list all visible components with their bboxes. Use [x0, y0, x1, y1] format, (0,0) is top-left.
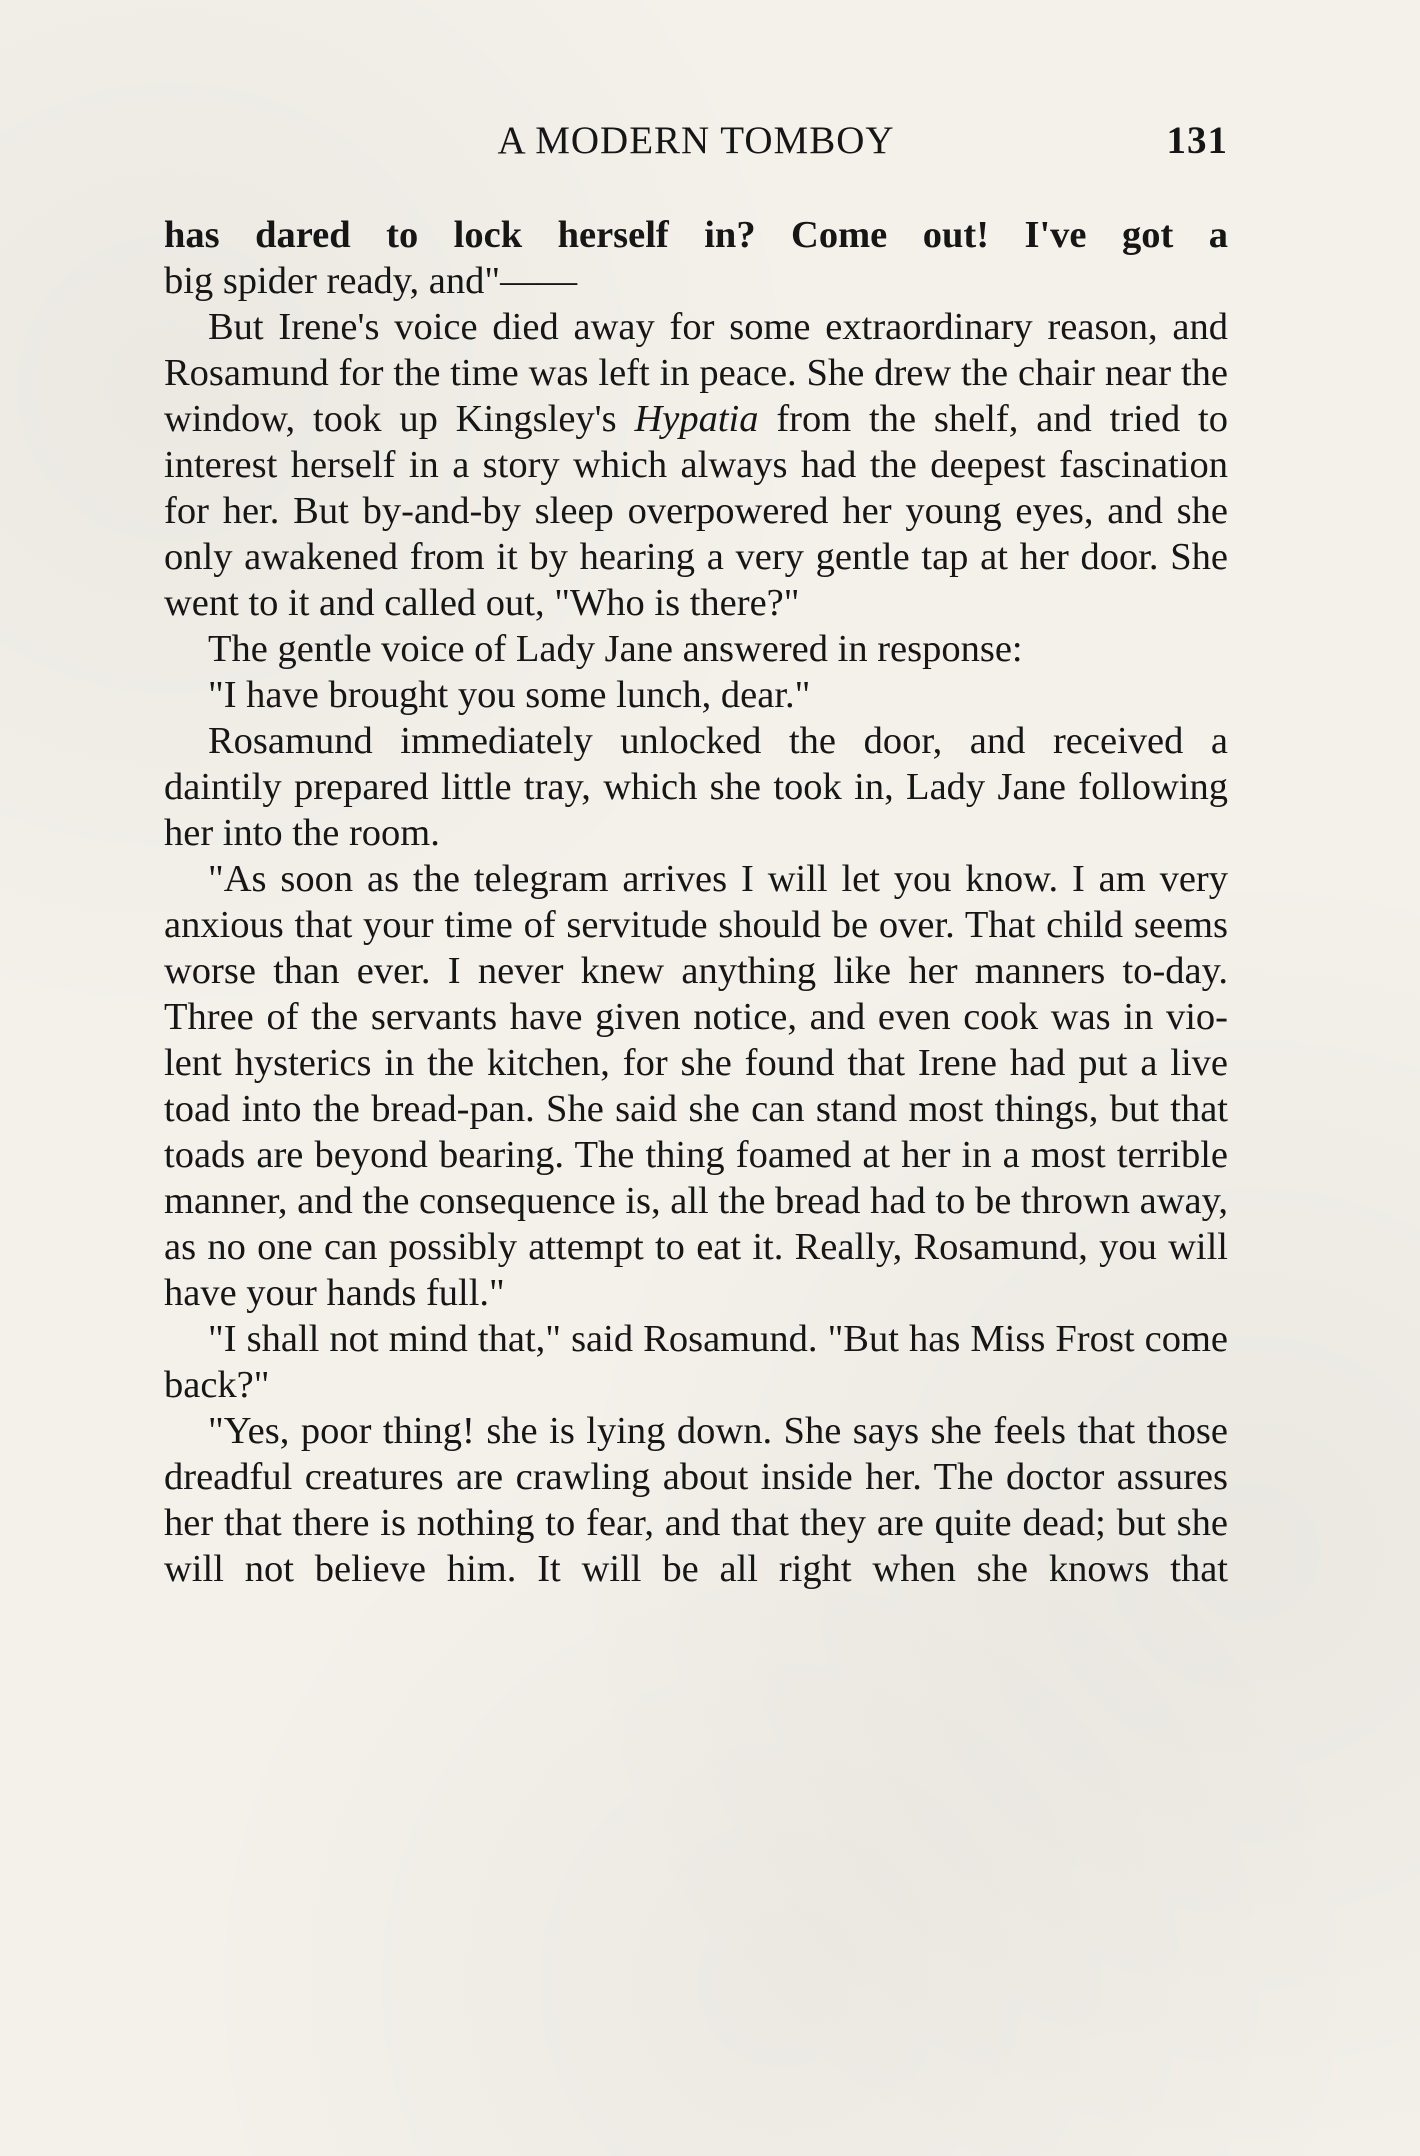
book-title: Hypatia [634, 398, 759, 440]
paragraph-1 [164, 212, 1228, 258]
paragraph-3: The gentle voice of Lady Jane answered in response: [208, 628, 1023, 670]
paragraph-4: "I have brought you some lunch, dear." [208, 674, 811, 716]
paragraph-5: Rosamund immediately unlocked the door, and received a daintily prepared little tray, which she took in, Lady Jane following her into the room. [164, 720, 1228, 854]
running-header [164, 118, 1228, 178]
page-number: 131 [1166, 119, 1228, 162]
paragraph-1-bold-line: has dared to lock herself in? Come out! I've got a [164, 214, 1228, 256]
paragraph-2-text: But Irene's voice died away for some extraordinary reason, and Rosamund for the time was left in peace. She drew the chair near the window, took up Kingsley's [164, 306, 1228, 440]
paragraph-2 [164, 304, 1228, 626]
paragraph-7: "I shall not mind that," said Rosamund. "But has Miss Frost come back?" [164, 1318, 1228, 1406]
paragraph-2-rest: from the shelf, and tried to interest herself in a story which always had the deepest fascination for her. But by-and-by sleep overpowered her young eyes, and she only awakened from it by hearing a very gentle tap at her door. She went to it and called out, "Who is there?" [164, 398, 1228, 624]
paragraph-8: "Yes, poor thing! she is lying down. She says she feels that those dreadful creatures are crawling about inside her. The doctor assures her that there is nothing to fear, and that they are quite dead; but she will not believe him. It will be all right when she knows that [164, 1410, 1228, 1590]
paragraph-6: "As soon as the telegram arrives I will let you know. I am very anxious that your time of servitude should be over. That child seems worse than ever. I never knew anything like her manners to-day. Three of the servants have given notice, and even cook was in violent hysterics in the kitchen, for she found that Irene had put a live toad into the bread-pan. She said she can stand most things, but that toads are beyond bearing. The thing foamed at her in a most terrible manner, and the consequence is, all the bread had to be thrown away, as no one can possibly attempt to eat it. Really, Rosamund, you will have your hands full." [164, 858, 1228, 1314]
paragraph-1-end: big spider ready, and"—— [164, 260, 578, 302]
running-title: A MODERN TOMBOY [497, 119, 895, 162]
body-text [164, 212, 1228, 1592]
